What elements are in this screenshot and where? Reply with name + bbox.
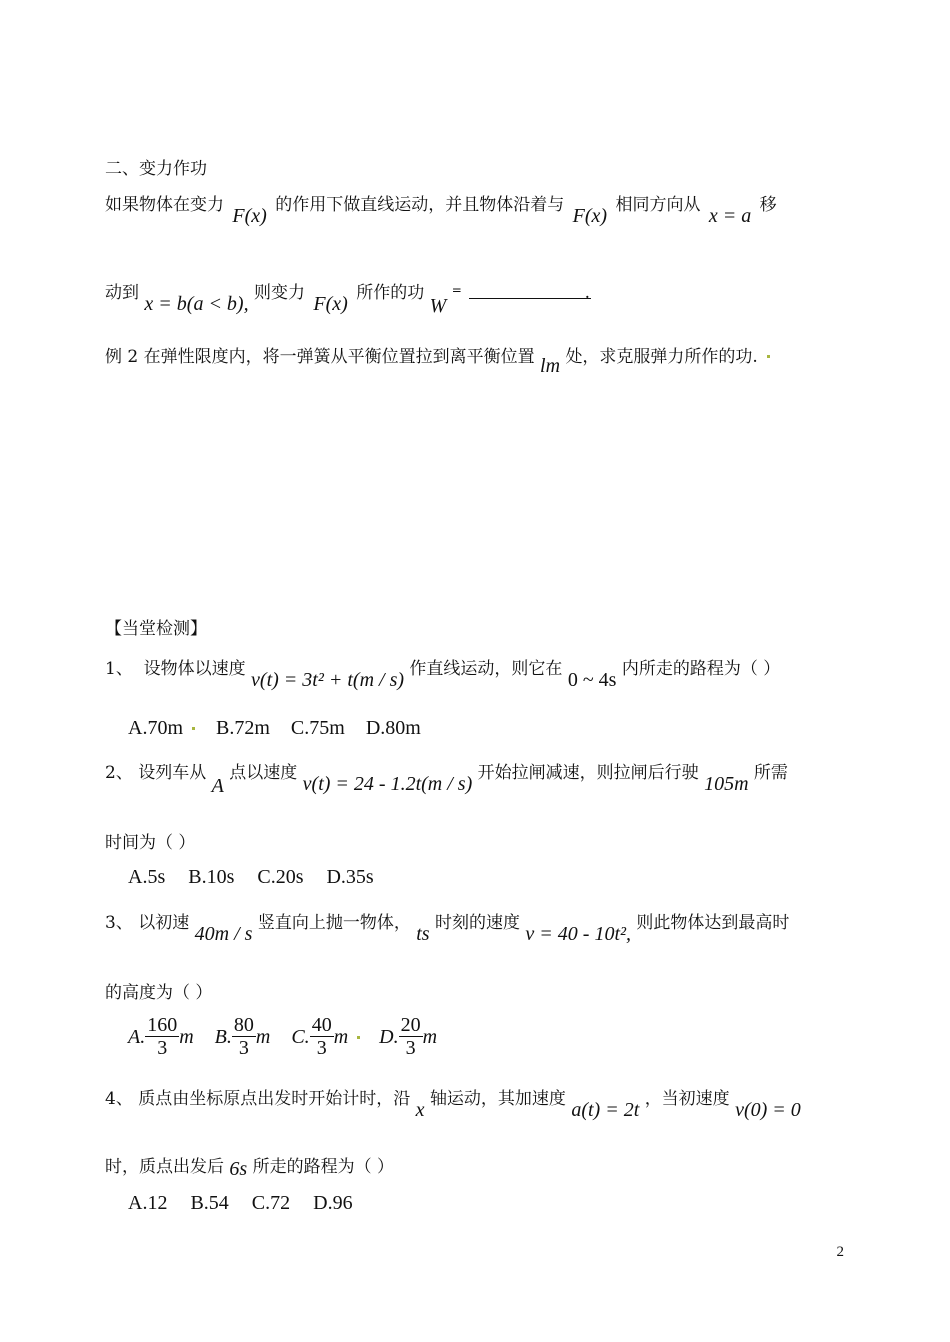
math-w: W <box>429 295 447 317</box>
question-1 <box>105 654 781 691</box>
option-a: A.70m <box>128 717 183 739</box>
fraction: $\frac{40}{3}$ <box>311 1014 332 1059</box>
text: 质点由坐标原点出发时开始计时，沿 <box>138 1089 411 1109</box>
question-4 <box>105 1084 801 1121</box>
section-heading: 二、变力作功 <box>105 159 207 179</box>
definition-line-2 <box>105 278 602 317</box>
option-d: D.96 <box>313 1192 353 1214</box>
mark-dot <box>357 1036 360 1039</box>
question-3-line-2: 的高度为（ ） <box>105 983 213 1003</box>
math-fx: F(x) <box>232 205 267 227</box>
math-fx: F(x) <box>313 293 348 315</box>
mark-dot <box>767 355 770 358</box>
options-q3 <box>128 1016 437 1061</box>
text: 则变力 <box>254 283 306 303</box>
math-fx: F(x) <box>572 205 608 227</box>
options-q4 <box>128 1192 353 1215</box>
option-d: D. $\frac{20}{3}$ m <box>379 1014 438 1059</box>
text: 作直线运动，则它在 <box>409 659 563 679</box>
page-number: 2 <box>836 1244 844 1260</box>
option-b: B.54 <box>190 1192 229 1214</box>
text: 点以速度 <box>229 763 298 783</box>
math-point-a: A <box>211 775 224 797</box>
question-number: 3、 <box>105 913 133 933</box>
text: 轴运动，其加速度 <box>429 1089 566 1109</box>
equals-sign: = <box>451 283 462 297</box>
math-axis-x: x <box>415 1099 425 1121</box>
text: 内所走的路程为（ ） <box>621 659 781 679</box>
math-ts: ts <box>416 923 430 945</box>
question-number: 4、 <box>105 1089 133 1109</box>
question-2-line-2: 时间为（ ） <box>105 833 196 853</box>
question-4-line-2 <box>105 1152 394 1178</box>
math-range: 0 ~ 4s <box>567 669 617 691</box>
period: . <box>584 283 591 303</box>
text: ，当初速度 <box>644 1089 730 1109</box>
question-number: 2、 <box>105 763 133 783</box>
text: 设列车从 <box>138 763 207 783</box>
math-lm: lm <box>540 355 561 377</box>
text: 时刻的速度 <box>435 913 520 933</box>
answer-blank <box>469 297 591 299</box>
text: 时，质点出发后 <box>105 1157 224 1177</box>
text: 竖直向上抛一物体， <box>257 913 411 933</box>
option-b: B. $\frac{80}{3}$ m <box>214 1014 271 1059</box>
option-d: D.35s <box>326 866 374 888</box>
question-2 <box>105 758 788 797</box>
fraction: $\frac{80}{3}$ <box>233 1014 254 1059</box>
text: 动到 <box>105 283 139 303</box>
option-a: A.12 <box>128 1192 168 1214</box>
option-c: C. $\frac{40}{3}$ m <box>291 1014 349 1059</box>
math-initial-velocity: 40m / s <box>194 923 253 945</box>
options-q2 <box>128 866 374 889</box>
mark-dot <box>192 727 195 730</box>
option-c: C.75m <box>290 717 345 739</box>
math-x-eq-b: x = b(a < b), <box>144 293 249 315</box>
math-velocity: v = 40 - 10t², <box>525 923 631 945</box>
math-velocity: v(t) = 24 - 1.2t(m / s) <box>302 773 473 795</box>
text: 如果物体在变力 <box>105 195 224 215</box>
question-3 <box>105 908 790 945</box>
fraction: $\frac{20}{3}$ <box>400 1014 421 1059</box>
question-number: 1、 <box>105 659 133 679</box>
option-c: C.20s <box>257 866 304 888</box>
text: 例 2 在弹性限度内，将一弹簧从平衡位置拉到离平衡位置 <box>105 347 535 367</box>
math-x-eq-a: x = a <box>708 205 752 227</box>
option-b: B.10s <box>188 866 235 888</box>
text: 移 <box>759 195 777 215</box>
options-q1 <box>128 717 421 740</box>
math-time: 6s <box>229 1158 248 1180</box>
check-heading: 【当堂检测】 <box>105 619 207 639</box>
text: 以初速 <box>138 913 190 933</box>
text: 的作用下做直线运动，并且物体沿着与 <box>275 195 565 215</box>
example-2 <box>105 342 774 377</box>
option-a: A. $\frac{160}{3}$ m <box>128 1014 194 1059</box>
text: 所作的功 <box>356 283 425 303</box>
text: 所需 <box>753 763 788 783</box>
text: 所走的路程为（ ） <box>252 1157 395 1177</box>
math-velocity: v(t) = 3t² + t(m / s) <box>251 669 405 691</box>
text: 开始拉闸减速，则拉闸后行驶 <box>477 763 699 783</box>
option-b: B.72m <box>216 717 270 739</box>
text: 则此物体达到最高时 <box>636 913 790 933</box>
text: 相同方向从 <box>615 195 701 215</box>
math-initial-velocity: v(0) = 0 <box>735 1099 801 1121</box>
option-a: A.5s <box>128 866 166 888</box>
math-distance: 105m <box>704 773 749 795</box>
option-d: D.80m <box>365 717 421 739</box>
fraction: $\frac{160}{3}$ <box>147 1014 178 1059</box>
math-acceleration: a(t) = 2t <box>571 1099 640 1121</box>
definition-line-1 <box>105 190 777 227</box>
text: 处，求克服弹力所作的功. <box>565 347 758 367</box>
option-c: C.72 <box>251 1192 291 1214</box>
text: 设物体以速度 <box>143 659 246 679</box>
